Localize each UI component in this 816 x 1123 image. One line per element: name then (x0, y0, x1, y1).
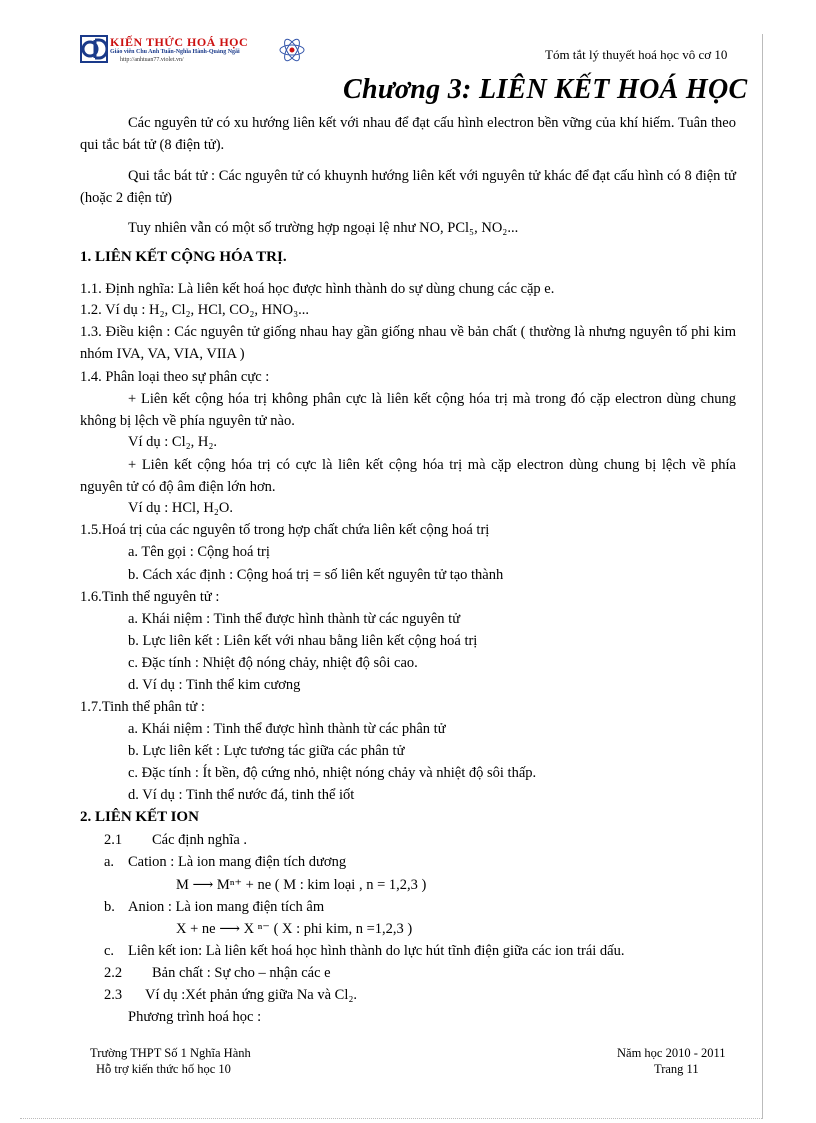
section-1-heading: 1. LIÊN KẾT CỘNG HÓA TRỊ. (80, 249, 287, 265)
atomic-crystal-item-c: c. Đặc tính : Nhiệt độ nóng chảy, nhiệt độ sôi cao. (128, 655, 418, 671)
cation-definition: Cation : Là ion mang điện tích dương (128, 854, 347, 870)
definition-line: 1.1. Định nghĩa: Là liên kết hoá học được hình thành do sự dùng chung các cặp e. (80, 281, 555, 297)
nonpolar-example: Ví dụ : Cl₂, H₂. (128, 434, 218, 450)
ionic-bond-definition: Liên kết ion: Là liên kết hoá học hình thành do lực hút tĩnh điện giữa các ion trái dấu. (128, 943, 625, 959)
cation-label: a. (104, 854, 115, 870)
subsection-2-2-number: 2.2 (104, 965, 123, 981)
ionic-bond-label: c. (104, 943, 115, 959)
page-border-right (762, 34, 763, 1119)
molecular-crystal-item-d: d. Ví dụ : Tinh thể nước đá, tinh thể iốt (128, 787, 355, 803)
subsection-2-2-text: Bản chất : Sự cho – nhận các e (152, 965, 331, 981)
anion-label: b. (104, 899, 115, 915)
polar-paragraph: + Liên kết cộng hóa trị có cực là liên kết cộng hóa trị mà cặp electron dùng chung bị lệch về phía nguyên tử có độ âm điện lớn hơn. (80, 457, 736, 495)
atomic-crystal-heading: 1.6.Tinh thể nguyên tử : (80, 589, 220, 605)
footer-school: Trường THPT Số 1 Nghĩa Hành (90, 1046, 251, 1060)
chapter-title: Chương 3: LIÊN KẾT HOÁ HỌC (343, 74, 748, 105)
section-2-heading: 2. LIÊN KẾT ION (80, 809, 199, 825)
molecular-crystal-item-b: b. Lực liên kết : Lực tương tác giữa các phân tử (128, 743, 405, 759)
subsection-2-1-number: 2.1 (104, 832, 123, 848)
subsection-2-1-title: Các định nghĩa . (152, 832, 248, 848)
atomic-crystal-item-a: a. Khái niệm : Tinh thể được hình thành từ các nguyên tử (128, 611, 461, 627)
anion-definition: Anion : Là ion mang điện tích âm (128, 899, 325, 915)
intro-paragraph-1: Các nguyên tử có xu hướng liên kết với nhau để đạt cấu hình electron bền vững của khí hiếm. Tuân theo qui tắc bát tử (8 điện tử). (80, 115, 736, 153)
footer-school-year: Năm học 2010 - 2011 (617, 1046, 726, 1060)
subsection-2-3-number: 2.3 (104, 987, 123, 1003)
site-logo (80, 34, 310, 68)
example-line: 1.2. Ví dụ : H₂, Cl₂, HCl, CO₂, HNO₃... (80, 302, 310, 318)
header-subject: Tóm tắt lý thuyết hoá học vô cơ 10 (545, 47, 728, 62)
classification-line: 1.4. Phân loại theo sự phân cực : (80, 369, 270, 385)
footer-page-number: Trang 11 (654, 1062, 699, 1076)
valence-heading: 1.5.Hoá trị của các nguyên tố trong hợp chất chứa liên kết cộng hoá trị (80, 522, 490, 538)
valence-item-b: b. Cách xác định : Cộng hoá trị = số liên kết nguyên tử tạo thành (128, 567, 504, 583)
atomic-crystal-item-d: d. Ví dụ : Tinh thể kim cương (128, 677, 301, 693)
intro-paragraph-2: Qui tắc bát tử : Các nguyên tử có khuynh hướng liên kết với nguyên tử khác để đạt cấu hình có 8 điện tử (hoặc 2 điện tử) (80, 168, 736, 206)
valence-item-a: a. Tên gọi : Cộng hoá trị (128, 544, 270, 560)
page-border-bottom (20, 1118, 762, 1120)
condition-paragraph: 1.3. Điều kiện : Các nguyên tử giống nhau hay gần giống nhau về bản chất ( thường là nhưng nguyên tố phi kim nhóm IVA, VA, VIA, VIIA ) (80, 324, 736, 362)
atom-icon (278, 36, 306, 64)
logo-title: KIẾN THỨC HOÁ HỌC (110, 35, 249, 49)
molecular-crystal-item-a: a. Khái niệm : Tinh thể được hình thành từ các phân tử (128, 721, 446, 737)
molecular-crystal-item-c: c. Đặc tính : Ít bền, độ cứng nhỏ, nhiệt nóng chảy và nhiệt độ sôi thấp. (128, 765, 537, 781)
anion-formula: X + ne ⟶ X ⁿ⁻ ( X : phi kim, n =1,2,3 ) (176, 921, 413, 937)
logo-emblem-icon (80, 34, 108, 64)
footer-support: Hỗ trợ kiến thức hố học 10 (96, 1062, 231, 1076)
polar-example: Ví dụ : HCl, H₂O. (128, 500, 233, 516)
nonpolar-paragraph: + Liên kết cộng hóa trị không phân cực là liên kết cộng hóa trị mà trong đó cặp electron dùng chung không bị lệch về phía nguyên tử nào. (80, 391, 736, 429)
cation-formula: M ⟶ Mⁿ⁺ + ne ( M : kim loại , n = 1,2,3 ) (176, 877, 427, 893)
atomic-crystal-item-b: b. Lực liên kết : Liên kết với nhau bằng liên kết cộng hoá trị (128, 633, 478, 649)
logo-url: http://anhtuan77.violet.vn/ (120, 57, 184, 63)
reaction-equation-label: Phương trình hoá học : (128, 1009, 262, 1025)
molecular-crystal-heading: 1.7.Tinh thể phân tử : (80, 699, 205, 715)
subsection-2-3-text: Ví dụ :Xét phản ứng giữa Na và Cl₂. (145, 987, 358, 1003)
logo-subtitle: Giáo viên Chu Anh Tuấn-Nghĩa Hành-Quảng Ngãi (110, 49, 240, 55)
intro-paragraph-3: Tuy nhiên vẫn có một số trường hợp ngoại lệ như NO, PCl₅, NO₂... (128, 220, 519, 236)
